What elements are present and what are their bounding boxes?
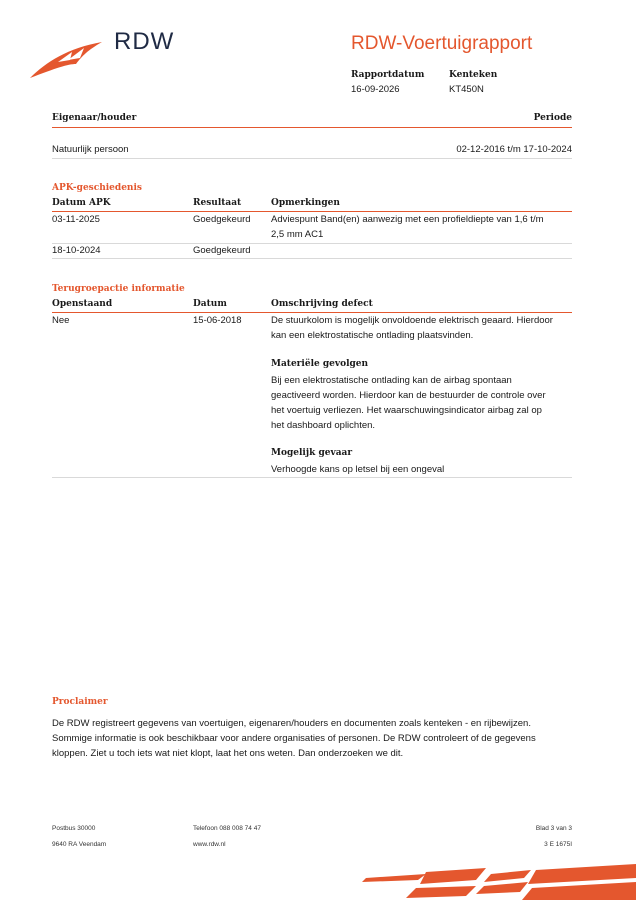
proclaimer-title: Proclaimer [52, 697, 108, 707]
recall-gevolgen-line3: het voertuig verliezen. Het waarschuwingsindicator airbag zal op [271, 405, 542, 416]
apk-row1-date: 03-11-2025 [52, 214, 100, 225]
recall-gevolgen-line4: het dashboard oplichten. [271, 420, 376, 431]
logo-text: RDW [114, 28, 175, 55]
rapportdatum-label: Rapportdatum [351, 70, 425, 80]
recall-col-openstaand: Openstaand [52, 299, 113, 309]
kenteken-value: KT450N [449, 84, 484, 95]
recall-openstaand-value: Nee [52, 315, 70, 326]
footer-code: 3 E 1675I [544, 841, 572, 848]
proclaimer-line: De RDW registreert gegevens van voertuigen, eigenaren/houders en documenten zoals kenteken - en rijbewijzen. [52, 718, 531, 729]
footer-website: www.rdw.nl [193, 841, 226, 848]
rdw-bird-icon [28, 38, 104, 82]
footer-postbus: Postbus 30000 [52, 825, 96, 832]
proclaimer-line: kloppen. Ziet u toch iets wat niet klopt, laat het ons weten. Dan onderzoeken we dit. [52, 748, 404, 759]
proclaimer-body [52, 716, 572, 761]
recall-gevolgen-line1: Bij een elektrostatische ontlading kan de airbag spontaan [271, 375, 512, 386]
owner-rule [52, 127, 572, 128]
apk-row1-remark-line2: 2,5 mm AC1 [271, 229, 324, 240]
period-value: 02-12-2016 t/m 17-10-2024 [456, 144, 572, 155]
recall-gevaar-text: Verhoogde kans op letsel bij een ongeval [271, 464, 445, 475]
footer-page: Blad 3 van 3 [535, 825, 572, 832]
recall-col-datum: Datum [193, 299, 227, 309]
apk-row-divider [52, 243, 572, 244]
footer-city: 9640 RA Veendam [52, 841, 107, 848]
rdw-logo [28, 28, 178, 84]
apk-end-divider [52, 258, 572, 259]
rapportdatum-value: 16-09-2026 [351, 84, 400, 95]
recall-defect-line2: kan een elektrostatische ontlading plaatsvinden. [271, 330, 474, 341]
report-title: RDW-Voertuigrapport [351, 33, 533, 54]
recall-col-defect: Omschrijving defect [271, 299, 373, 309]
recall-title: Terugroepactie informatie [52, 284, 185, 294]
owner-label: Eigenaar/houder [52, 113, 137, 123]
owner-value: Natuurlijk persoon [52, 144, 129, 155]
kenteken-label: Kenteken [449, 70, 498, 80]
apk-col-result: Resultaat [193, 198, 242, 208]
footer-swoosh-decoration [356, 864, 636, 900]
proclaimer-line: Sommige informatie is ook beschikbaar voor andere organisaties of personen. De RDW controleert of de gegevens [52, 733, 536, 744]
apk-title: APK-geschiedenis [52, 183, 142, 193]
recall-gevaar-title: Mogelijk gevaar [271, 448, 353, 458]
apk-col-remarks: Opmerkingen [271, 198, 340, 208]
recall-gevolgen-line2: geactiveerd worden. Hierdoor kan de bestuurder de controle over [271, 390, 546, 401]
recall-end-divider [52, 477, 572, 478]
apk-row1-remark-line1: Adviespunt Band(en) aanwezig met een profieldiepte van 1,6 t/m [271, 214, 544, 225]
period-label: Periode [533, 113, 572, 123]
apk-col-date: Datum APK [52, 198, 111, 208]
footer-phone: Telefoon 088 008 74 47 [193, 825, 261, 832]
recall-defect-line1: De stuurkolom is mogelijk onvoldoende elektrisch geaard. Hierdoor [271, 315, 553, 326]
apk-row2-date: 18-10-2024 [52, 245, 101, 256]
owner-divider [52, 158, 572, 159]
apk-row1-result: Goedgekeurd [193, 214, 251, 225]
apk-row2-result: Goedgekeurd [193, 245, 251, 256]
recall-datum-value: 15-06-2018 [193, 315, 242, 326]
recall-gevolgen-title: Materiële gevolgen [271, 359, 369, 369]
